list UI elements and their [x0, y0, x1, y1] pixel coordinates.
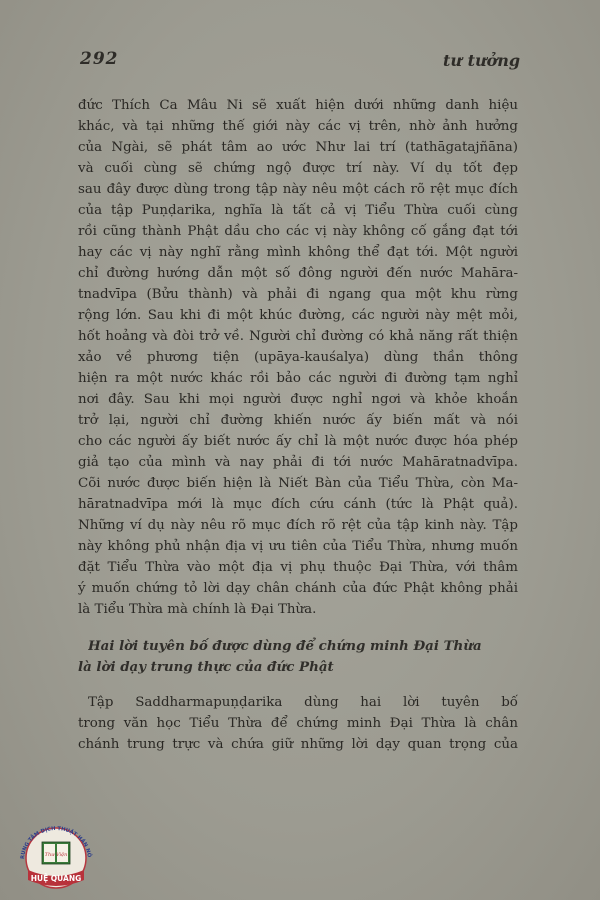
text-line: rồi cũng thành Phật dầu cho các vị này không cố gắng đạt tới — [78, 224, 518, 239]
text-line: Những ví dụ này nêu rõ mục đích rõ rệt của tập kinh này. Tập — [78, 518, 518, 533]
text-line: hốt hoảng và đòi trở về. Người chỉ đường có khả năng rất thiện — [78, 329, 518, 344]
text-line: sau đây được dùng trong tập này nêu một cách rõ rệt mục đích — [78, 182, 518, 197]
text-line: đức Thích Ca Mâu Ni sẽ xuất hiện dưới những danh hiệu — [78, 98, 518, 113]
text-line: rộng lớn. Sau khi đi một khúc đường, các người này mệt mỏi, — [78, 308, 518, 323]
text-line: cho các người ấy biết nước ấy chỉ là một nước được hóa phép — [78, 434, 518, 449]
text-line: hiện ra một nước khác rồi bảo các người đi đường tạm nghỉ — [78, 371, 518, 386]
text-line: là Tiểu Thừa mà chính là Đại Thừa. — [78, 602, 317, 617]
logo-name: HUỆ QUANG — [30, 874, 82, 883]
text-line: chánh trung trực và chứa giữ những lời dạy quan trọng của — [78, 737, 518, 752]
text-line: trong văn học Tiểu Thừa để chứng minh Đại Thừa là chân — [78, 716, 518, 731]
logo-arc-text: RUNG TÂM DỊCH THUẬT HÁN NÔ — [19, 825, 92, 860]
text-line: trở lại, người chỉ đường khiến nước ấy biến mất và nói — [78, 413, 518, 428]
section-heading: là lời dạy trung thực của đức Phật — [78, 659, 334, 675]
library-logo — [14, 818, 98, 892]
text-line: giả tạo của mình và nay phải đi tới nước Mahāratnadvīpa. — [78, 455, 518, 470]
text-line: này không phủ nhận địa vị ưu tiên của Tiểu Thừa, nhưng muốn — [78, 539, 518, 554]
text-line: nơi đây. Sau khi mọi người được nghỉ ngơi và khỏe khoắn — [78, 392, 518, 407]
running-head: tư tưởng — [443, 51, 521, 70]
text-line: xảo về phương tiện (upāya-kauśalya) dùng thần thông — [78, 350, 518, 365]
text-line: của Ngài, sẽ phát tâm ao ước Như lai trí (tathāgatajñāna) — [78, 140, 518, 155]
text-line: hāratnadvīpa mới là mục đích cứu cánh (tức là Phật quả). — [78, 497, 518, 512]
text-line: Tập Saddharmapuṇḍarika dùng hai lời tuyên bố — [88, 695, 518, 710]
logo-book-text: Thư Viện — [44, 852, 68, 858]
section-heading: Hai lời tuyên bố được dùng để chứng minh Đại Thừa — [88, 638, 482, 654]
text-line: Cõi nước được biến hiện là Niết Bàn của Tiểu Thừa, còn Ma- — [78, 476, 518, 491]
text-line: của tập Puṇḍarika, nghĩa là tất cả vị Tiểu Thừa cuối cùng — [78, 203, 518, 218]
logo-emblem-icon — [14, 818, 98, 892]
page-number: 292 — [80, 49, 119, 69]
text-line: ý muốn chứng tỏ lời dạy chân chánh của đức Phật không phải — [78, 581, 518, 596]
text-line: chỉ đường hướng dẫn một số đông người đến nước Mahāra- — [78, 266, 518, 281]
text-line: hay các vị này nghĩ rằng mình không thể đạt tới. Một người — [78, 245, 518, 260]
text-line: đặt Tiểu Thừa vào một địa vị phụ thuộc Đại Thừa, với thâm — [78, 560, 518, 575]
text-line: khác, và tại những thế giới này các vị trên, nhờ ảnh hưởng — [78, 119, 518, 134]
text-line: tnadvīpa (Bửu thành) và phải đi ngang qua một khu rừng — [78, 287, 518, 302]
text-line: và cuối cùng sẽ chứng ngộ được trí này. Ví dụ tốt đẹp — [78, 161, 518, 176]
